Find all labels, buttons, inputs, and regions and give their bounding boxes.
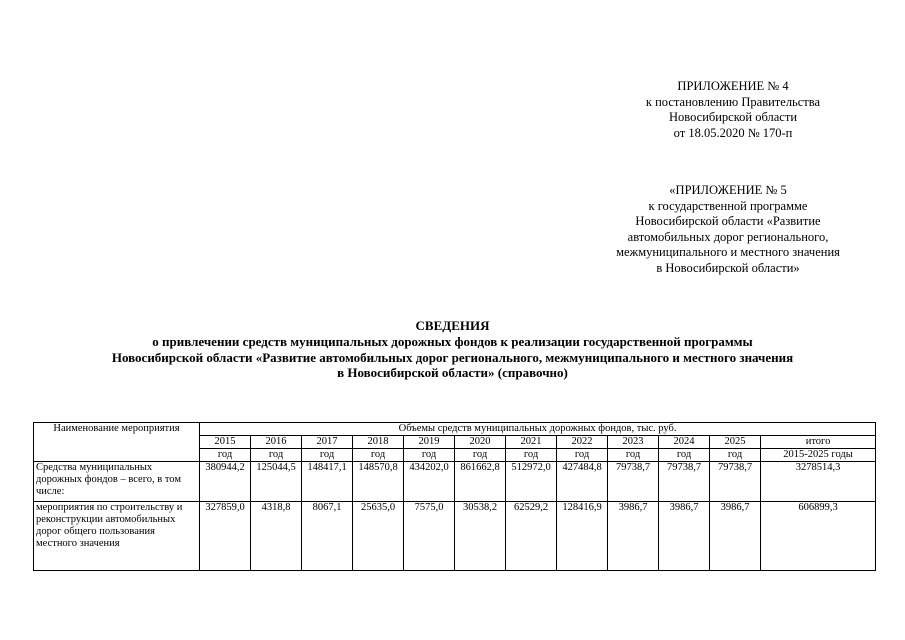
table-row (34, 462, 876, 502)
year-unit-cell: год (710, 449, 761, 462)
appendix-current-block (588, 79, 878, 141)
value-cell: 3986,7 (659, 502, 710, 571)
value-cell: 148570,8 (353, 462, 404, 502)
appendix-program-line: «ПРИЛОЖЕНИЕ № 5 (669, 183, 787, 197)
year-cell: 2022 (557, 436, 608, 449)
year-unit-cell: год (557, 449, 608, 462)
year-cell: 2018 (353, 436, 404, 449)
year-unit-cell: год (506, 449, 557, 462)
funding-table (33, 422, 876, 571)
value-cell: 79738,7 (608, 462, 659, 502)
year-cell: 2024 (659, 436, 710, 449)
title-line: в Новосибирской области» (справочно) (337, 365, 568, 381)
title-line: о привлечении средств муниципальных дорожных фондов к реализации государственной программы (152, 333, 753, 349)
appendix-current-line: ПРИЛОЖЕНИЕ № 4 (677, 79, 789, 93)
year-cell: 2016 (251, 436, 302, 449)
year-unit-cell: год (200, 449, 251, 462)
year-unit-cell: год (659, 449, 710, 462)
value-cell: 861662,8 (455, 462, 506, 502)
appendix-program-line: Новосибирской области «Развитие (635, 214, 821, 228)
total-cell: 3278514,3 (761, 462, 876, 502)
year-cell: 2020 (455, 436, 506, 449)
table-row (34, 502, 876, 571)
row-name-cell: Средства муниципальных дорожных фондов – всего, в том числе: (34, 462, 200, 502)
value-cell: 148417,1 (302, 462, 353, 502)
year-cell: 2019 (404, 436, 455, 449)
year-unit-cell: год (404, 449, 455, 462)
value-cell: 62529,2 (506, 502, 557, 571)
value-cell: 79738,7 (710, 462, 761, 502)
table-header-row (34, 423, 876, 436)
year-unit-cell: год (608, 449, 659, 462)
title-line: Новосибирской области «Развитие автомобильных дорог регионального, межмуниципального и местного значения (111, 349, 794, 365)
value-cell: 79738,7 (659, 462, 710, 502)
value-cell: 7575,0 (404, 502, 455, 571)
year-unit-cell: год (302, 449, 353, 462)
appendix-program-line: автомобильных дорог регионального, (627, 229, 829, 244)
year-unit-cell: год (455, 449, 506, 462)
value-cell: 30538,2 (455, 502, 506, 571)
appendix-program-line: к государственной программе (648, 198, 808, 213)
value-cell: 3986,7 (608, 502, 659, 571)
value-cell: 25635,0 (353, 502, 404, 571)
year-cell: 2021 (506, 436, 557, 449)
value-cell: 434202,0 (404, 462, 455, 502)
appendix-program-line: межмуниципального и местного значения (616, 245, 840, 259)
value-cell: 128416,9 (557, 502, 608, 571)
value-cell: 4318,8 (251, 502, 302, 571)
value-cell: 380944,2 (200, 462, 251, 502)
year-cell: 2025 (710, 436, 761, 449)
value-cell: 327859,0 (200, 502, 251, 571)
appendix-current-line: Новосибирской области (668, 110, 798, 124)
title-heading: СВЕДЕНИЯ (415, 318, 490, 333)
document-title (30, 318, 875, 381)
total-cell: 606899,3 (761, 502, 876, 571)
header-group-cell: Объемы средств муниципальных дорожных фондов, тыс. руб. (200, 423, 876, 436)
appendix-program-block (578, 183, 878, 276)
appendix-current-line: к постановлению Правительства (645, 94, 821, 109)
year-unit-cell: год (251, 449, 302, 462)
value-cell: 512972,0 (506, 462, 557, 502)
value-cell: 427484,8 (557, 462, 608, 502)
header-name-cell: Наименование мероприятия (34, 423, 200, 462)
total-label-cell: итого (761, 436, 876, 449)
year-cell: 2023 (608, 436, 659, 449)
row-name-cell: мероприятия по строительству и реконструкции автомобильных дорог общего пользования местного значения (34, 502, 200, 571)
value-cell: 8067,1 (302, 502, 353, 571)
value-cell: 125044,5 (251, 462, 302, 502)
year-cell: 2017 (302, 436, 353, 449)
appendix-program-line: в Новосибирской области» (656, 260, 800, 275)
year-unit-cell: год (353, 449, 404, 462)
value-cell: 3986,7 (710, 502, 761, 571)
total-period-cell: 2015-2025 годы (761, 449, 876, 462)
appendix-current-line: от 18.05.2020 № 170-п (673, 125, 793, 140)
year-cell: 2015 (200, 436, 251, 449)
